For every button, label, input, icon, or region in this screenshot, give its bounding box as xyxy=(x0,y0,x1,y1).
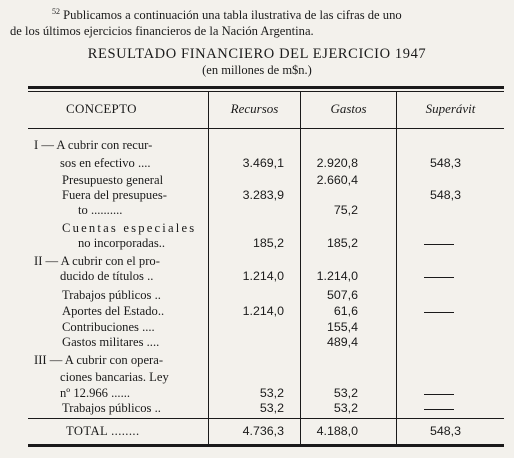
row-concept: Aportes del Estado.. xyxy=(62,304,165,318)
row-concept: Presupuesto general xyxy=(62,173,164,187)
column-divider-3 xyxy=(396,92,397,444)
table-subtitle: (en millones de m$n.) xyxy=(202,63,312,77)
row-recursos-value: 185,2 xyxy=(252,236,284,250)
row-superavit-value: 548,3 xyxy=(429,188,461,202)
footnote-line-1: $^{52}$ Publicamos a continuación una tabla ilustrativa de las cifras de uno xyxy=(52,7,402,22)
row-recursos-value: 1.214,0 xyxy=(242,269,284,283)
row-gastos-value: 53,2 xyxy=(333,386,358,400)
total-rule xyxy=(28,418,504,419)
header-superavit: Superávit xyxy=(425,101,476,116)
header-recursos: Recursos xyxy=(230,101,279,116)
header-concepto: CONCEPTO xyxy=(66,101,137,116)
row-gastos-value: 185,2 xyxy=(326,236,358,250)
row-gastos-value: 53,2 xyxy=(333,401,358,415)
top-rule xyxy=(28,86,504,89)
superavit-dash xyxy=(424,312,454,313)
row-gastos-value: 2.660,4 xyxy=(316,173,358,187)
superavit-dash xyxy=(424,409,454,410)
row-gastos-value: 75,2 xyxy=(333,203,358,217)
table-title: RESULTADO FINANCIERO DEL EJERCICIO 1947 xyxy=(87,46,427,62)
superavit-dash xyxy=(424,277,454,278)
row-concept: ciones bancarias. Ley xyxy=(60,370,169,384)
header-rule xyxy=(28,128,504,129)
superavit-dash xyxy=(424,394,454,395)
row-concept: Fuera del presupues- xyxy=(62,188,167,202)
top-rule-thin xyxy=(28,91,504,92)
row-recursos-value: 1.214,0 xyxy=(242,304,284,318)
row-concept: no incorporadas.. xyxy=(78,236,166,250)
total-recursos: 4.736,3 xyxy=(242,424,284,438)
footnote-line-2: de los últimos ejercicios financieros de la Nación Argentina. xyxy=(10,24,314,38)
footnote xyxy=(10,4,508,39)
total-gastos: 4.188,0 xyxy=(316,424,358,438)
row-concept: III — A cubrir con opera- xyxy=(34,353,164,367)
row-gastos-value: 155,4 xyxy=(326,320,358,334)
footnote-number: 52 xyxy=(52,7,60,16)
total-label: TOTAL ........ xyxy=(66,424,140,438)
row-concept: Trabajos públicos .. xyxy=(62,288,161,302)
row-concept: sos en efectivo .... xyxy=(60,156,151,170)
bottom-rule xyxy=(28,444,504,447)
row-concept: Contribuciones .... xyxy=(62,320,155,334)
row-gastos-value: 507,6 xyxy=(326,288,358,302)
row-concept: ducido de títulos .. xyxy=(60,269,154,283)
row-concept: to .......... xyxy=(78,203,123,217)
total-superavit: 548,3 xyxy=(429,424,461,438)
row-concept: Gastos militares .... xyxy=(62,335,160,349)
row-gastos-value: 61,6 xyxy=(333,304,358,318)
row-gastos-value: 1.214,0 xyxy=(316,269,358,283)
row-concept: Trabajos públicos .. xyxy=(62,401,161,415)
row-recursos-value: 3.283,9 xyxy=(242,188,284,202)
row-recursos-value: 3.469,1 xyxy=(242,156,284,170)
row-concept: Cuentas especiales xyxy=(62,221,197,235)
row-concept: nº 12.966 ...... xyxy=(60,386,131,400)
row-recursos-value: 53,2 xyxy=(259,386,284,400)
row-recursos-value: 53,2 xyxy=(259,401,284,415)
row-gastos-value: 2.920,8 xyxy=(316,156,358,170)
header-gastos: Gastos xyxy=(330,101,367,116)
row-concept: I — A cubrir con recur- xyxy=(34,138,153,152)
row-gastos-value: 489,4 xyxy=(326,335,358,349)
row-superavit-value: 548,3 xyxy=(429,156,461,170)
superavit-dash xyxy=(424,244,454,245)
row-concept: II — A cubrir con el pro- xyxy=(34,254,160,268)
